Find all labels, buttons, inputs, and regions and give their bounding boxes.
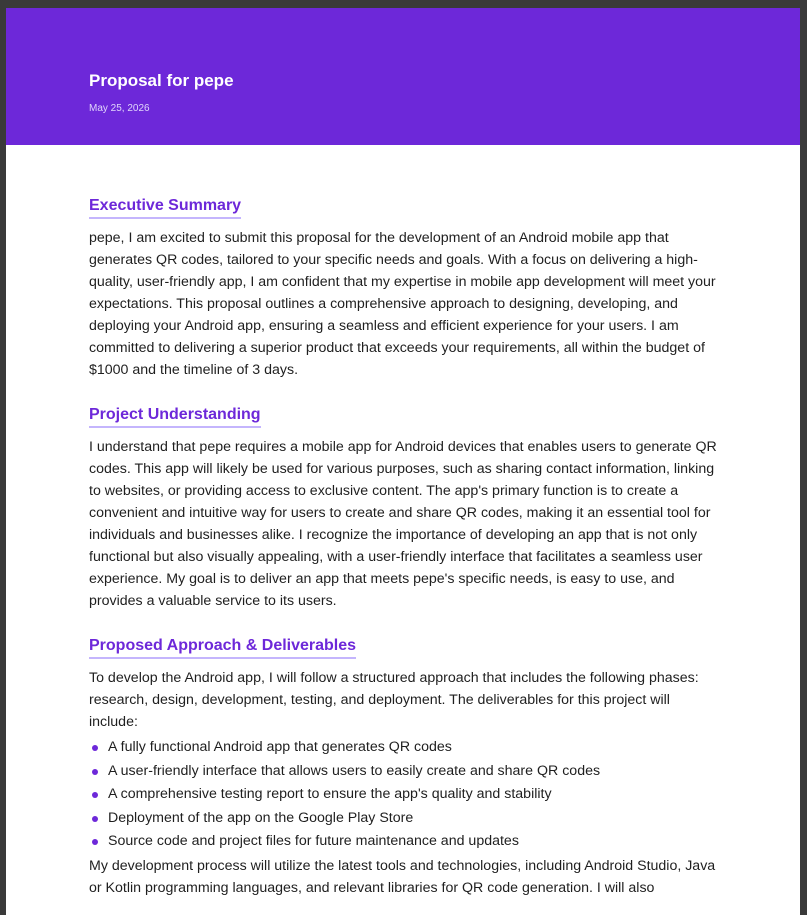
deliverable-item xyxy=(89,807,717,831)
bullet-dot-icon xyxy=(92,816,98,822)
proposal-date: May 25, 2026 xyxy=(89,103,150,114)
executive-summary-section xyxy=(89,196,717,381)
deliverable-item xyxy=(89,830,717,854)
deliverables-list xyxy=(89,736,717,854)
proposal-content xyxy=(6,145,800,899)
deliverable-text: A user-friendly interface that allows users to easily create and share QR codes xyxy=(108,762,601,779)
bullet-dot-icon xyxy=(92,792,98,798)
deliverable-item xyxy=(89,736,717,760)
executive-summary-heading: Executive Summary xyxy=(89,196,241,219)
project-understanding-heading: Project Understanding xyxy=(89,405,261,428)
project-understanding-text: I understand that pepe requires a mobile app for Android devices that enables users to generate QR codes. This app will likely be used for various purposes, such as sharing contact information, linking to websites, or providing access to exclusive content. The app's primary function is to create a convenient and intuitive way for users to create and share QR codes, making it an essential tool for individuals and businesses alike. I recognize the importance of developing an app that is not only functional but also visually appealing, with a user-friendly interface that facilitates a seamless user experience. My goal is to deliver an app that meets pepe's specific needs, is easy to use, and provides a valuable service to its users. xyxy=(89,439,717,609)
deliverable-text: Deployment of the app on the Google Play Store xyxy=(108,809,414,826)
document-page xyxy=(6,8,800,915)
bullet-dot-icon xyxy=(92,745,98,751)
approach-section xyxy=(89,636,717,899)
bullet-dot-icon xyxy=(92,839,98,845)
approach-heading: Proposed Approach & Deliverables xyxy=(89,636,356,659)
proposal-header xyxy=(6,8,800,145)
approach-outro-text: My development process will utilize the latest tools and technologies, including Android Studio, Java or Kotlin programming languages, and relevant libraries for QR code generation. I will also xyxy=(89,857,716,896)
executive-summary-text: pepe, I am excited to submit this proposal for the development of an Android mobile app that generates QR codes, tailored to your specific needs and goals. With a focus on delivering a high-quality, user-friendly app, I am confident that my expertise in mobile app development will meet your expectations. This proposal outlines a comprehensive approach to designing, developing, and deploying your Android app, ensuring a seamless and efficient experience for your users. I am committed to delivering a superior product that exceeds your requirements, all within the budget of $1000 and the timeline of 3 days. xyxy=(89,230,716,378)
deliverable-item xyxy=(89,760,717,784)
deliverable-text: Source code and project files for future maintenance and updates xyxy=(108,833,519,849)
deliverable-text: A comprehensive testing report to ensure the app's quality and stability xyxy=(108,786,552,802)
approach-intro-text: To develop the Android app, I will follow a structured approach that includes the following phases: research, design, development, testing, and deployment. The deliverables for this project will include: xyxy=(89,670,699,730)
bullet-dot-icon xyxy=(92,769,98,775)
proposal-title: Proposal for pepe xyxy=(89,71,234,90)
deliverable-text: A fully functional Android app that generates QR codes xyxy=(108,739,452,755)
project-understanding-section xyxy=(89,405,717,612)
deliverable-item xyxy=(89,783,717,807)
